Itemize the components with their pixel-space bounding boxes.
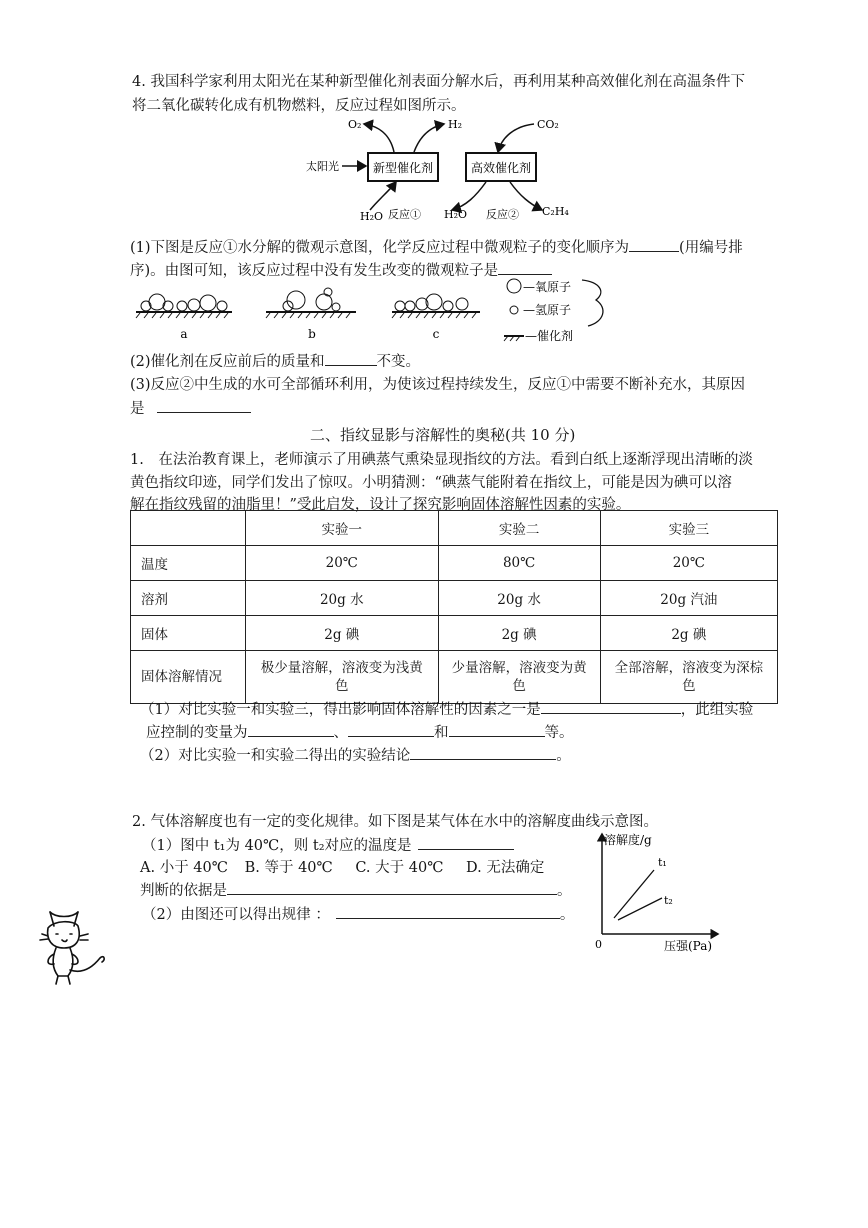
experiment-table xyxy=(130,510,778,704)
table-header-exp1: 实验一 xyxy=(246,511,439,546)
s2-q2-basis xyxy=(140,879,572,900)
table-cell: 2g 碘 xyxy=(600,616,777,651)
panel-c-label: c xyxy=(432,327,440,341)
answer-blank-rule[interactable] xyxy=(336,904,560,919)
table-row xyxy=(131,616,778,651)
gas-solubility-chart xyxy=(592,826,732,956)
table-cell: 2g 碘 xyxy=(246,616,439,651)
micro-particle-panels xyxy=(130,278,620,350)
legend-hydrogen: —氢原子 xyxy=(523,303,572,317)
table-header-empty xyxy=(131,511,246,546)
cat-new-label: 新型催化剂 xyxy=(372,161,434,175)
table-row xyxy=(131,546,778,581)
t1-label: t₁ xyxy=(658,856,667,869)
h2o-left-label: H₂O xyxy=(360,210,384,223)
arrow-h2o-right xyxy=(452,182,486,210)
hydrogen-atom-icon xyxy=(510,306,518,314)
s2-q2-basis-end: 。 xyxy=(557,883,572,899)
x-axis-label: 压强(Pa) xyxy=(664,939,713,953)
s2-sub1-text-f: 等。 xyxy=(544,725,574,741)
s2-q2-basis-text: 判断的依据是 xyxy=(140,883,227,899)
cat-doodle-image xyxy=(34,904,110,988)
arrow-co2 xyxy=(498,124,534,152)
s2-sub2-text-b: 。 xyxy=(556,748,571,764)
cat-eff-label: 高效催化剂 xyxy=(470,161,532,175)
table-header-exp3: 实验三 xyxy=(600,511,777,546)
panel-b-label: b xyxy=(308,327,316,341)
oxygen-atom-icon xyxy=(507,279,521,293)
answer-blank-order[interactable] xyxy=(629,237,679,252)
o2-label: O₂ xyxy=(348,118,362,131)
answer-blank-particle[interactable] xyxy=(498,260,552,275)
s2-sub1-text-a: （1）对比实验一和实验三，得出影响固体溶解性的因素之一是 xyxy=(140,702,541,718)
answer-blank-conclusion[interactable] xyxy=(410,745,556,760)
arrow-c2h4 xyxy=(510,182,542,210)
row-label-dissolution: 固体溶解情况 xyxy=(131,651,246,704)
table-header-row xyxy=(131,511,778,546)
arrow-h2o-left xyxy=(370,182,396,210)
c2h4-label: C₂H₄ xyxy=(542,205,569,218)
curve-t1 xyxy=(614,870,654,918)
s2-q1-line3: 解在指纹残留的油脂里！”受此启发，设计了探究影响固体溶解性因素的实验。 xyxy=(130,497,631,513)
legend xyxy=(504,279,603,343)
bracket-scribble xyxy=(582,280,603,326)
panel-c xyxy=(392,294,480,341)
answer-blank-reason[interactable] xyxy=(157,398,251,413)
panel-b xyxy=(266,288,356,341)
co2-label: CO₂ xyxy=(537,118,559,131)
s2-q2-intro: 2. 气体溶解度也有一定的变化规律。如下图是某气体在水中的溶解度曲线示意图。 xyxy=(132,814,658,830)
cell-text-line2: 色 xyxy=(682,678,696,694)
y-axis-label: 溶解度/g xyxy=(604,833,652,847)
answer-blank-property[interactable] xyxy=(325,351,377,366)
q4-intro-line1: 4. 我国科学家利用太阳光在某种新型催化剂表面分解水后，再利用某种高效催化剂在高温条件下 xyxy=(132,74,745,90)
q4-p2-text-a: (2)催化剂在反应前后的质量和 xyxy=(130,354,325,370)
table-row xyxy=(131,581,778,616)
q4-p2-text-b: 不变。 xyxy=(376,354,421,370)
s2-q1-line1: 1. 在法治教育课上，老师演示了用碘蒸气熏染显现指纹的方法。看到白纸上逐渐浮现出清晰的淡 xyxy=(130,452,753,468)
option-c[interactable]: C. 大于 40℃ xyxy=(355,860,444,876)
cell-text-line1: 全部溶解，溶液变为深棕 xyxy=(614,660,764,676)
table-cell: 80℃ xyxy=(438,546,600,581)
answer-blank-basis[interactable] xyxy=(227,880,557,895)
s2-q1-line2: 黄色指纹印迹，同学们发出了惊叹。小明猜测：“碘蒸气能附着在指纹上，可能是因为碘可以溶 xyxy=(130,475,732,491)
answer-blank-t2[interactable] xyxy=(418,835,514,850)
options-row xyxy=(140,856,544,877)
s2-sub1-text-c: 应控制的变量为 xyxy=(146,725,248,741)
table-cell: 20g 汽油 xyxy=(600,581,777,616)
h2-label: H₂ xyxy=(448,118,463,131)
answer-blank-var2[interactable] xyxy=(348,722,434,737)
panel-a-label: a xyxy=(180,327,188,341)
q4-p1-line1 xyxy=(130,236,743,257)
s2-q2-sub2-end: 。 xyxy=(559,907,575,923)
cell-text-line2: 色 xyxy=(512,678,526,694)
table-row xyxy=(131,651,778,704)
t2-label: t₂ xyxy=(664,894,673,907)
table-cell: 20℃ xyxy=(246,546,439,581)
s2-q2-sub2-text: （2）由图还可以得出规律 ： xyxy=(142,907,330,923)
s2-q2-sub1-text: （1）图中 t₁为 40℃，则 t₂对应的温度是 xyxy=(142,838,412,854)
table-cell xyxy=(600,651,777,704)
table-cell: 20℃ xyxy=(600,546,777,581)
s2-sub1-text-b: ，此组实验 xyxy=(680,702,754,718)
q4-p2 xyxy=(130,350,420,371)
reaction2-label: 反应② xyxy=(486,208,519,221)
row-label-solid: 固体 xyxy=(131,616,246,651)
answer-blank-var3[interactable] xyxy=(449,722,545,737)
q4-p3-line1: (3)反应②中生成的水可全部循环利用，为使该过程持续发生，反应①中需要不断补充水，其原因 xyxy=(130,377,746,393)
q4-p1-text-c: 序)。由图可知，该反应过程中没有发生改变的微观粒子是 xyxy=(130,263,499,279)
table-cell: 20g 水 xyxy=(246,581,439,616)
cell-text-line1: 少量溶解，溶液变为黄 xyxy=(451,660,587,676)
s2-sub1-line1 xyxy=(140,698,753,719)
q4-p3-line2 xyxy=(130,397,251,418)
s2-sub1-text-d: 、 xyxy=(333,725,348,741)
q4-p1-text-b: (用编号排 xyxy=(679,240,743,256)
catalyst-surface-icon xyxy=(504,336,524,341)
q4-p3-text: 是 xyxy=(130,401,145,417)
q4-intro-line2: 将二氧化碳转化成有机物燃料，反应过程如图所示。 xyxy=(132,98,466,114)
s2-sub1-text-e: 和 xyxy=(434,725,449,741)
curve-t2 xyxy=(618,898,662,920)
origin-label: 0 xyxy=(595,938,602,951)
s2-sub2 xyxy=(140,744,571,765)
legend-catalyst: —催化剂 xyxy=(525,329,574,343)
s2-sub2-text-a: （2）对比实验一和实验二得出的实验结论 xyxy=(140,748,411,764)
table-cell: 2g 碘 xyxy=(438,616,600,651)
table-cell xyxy=(438,651,600,704)
section2-title: 二、指纹显影与溶解性的奥秘(共 10 分) xyxy=(310,426,576,444)
arrow-h2 xyxy=(414,124,444,152)
answer-blank-var1[interactable] xyxy=(248,722,334,737)
legend-oxygen: —氧原子 xyxy=(523,280,572,294)
answer-blank-factor[interactable] xyxy=(541,699,681,714)
arrow-o2 xyxy=(364,124,394,152)
s2-sub1-line2 xyxy=(146,721,574,742)
q4-p1-text-a: (1)下图是反应①水分解的微观示意图，化学反应过程中微观粒子的变化顺序为 xyxy=(130,240,630,256)
table-header-exp2: 实验二 xyxy=(438,511,600,546)
option-a[interactable]: A. 小于 40℃ xyxy=(140,860,228,876)
row-label-temperature: 温度 xyxy=(131,546,246,581)
table-cell: 20g 水 xyxy=(438,581,600,616)
row-label-solvent: 溶剂 xyxy=(131,581,246,616)
s2-q2-sub1 xyxy=(142,834,514,855)
h2o-right-label: H₂O xyxy=(444,208,468,221)
reaction-cycle-diagram xyxy=(290,112,590,228)
option-b[interactable]: B. 等于 40℃ xyxy=(244,860,333,876)
panel-a xyxy=(136,294,232,341)
reaction1-label: 反应① xyxy=(388,208,421,221)
sunlight-label: 太阳光 xyxy=(306,160,339,173)
table-cell xyxy=(246,651,439,704)
q4-p1-line2 xyxy=(130,259,552,280)
s2-q2-sub2 xyxy=(142,903,574,924)
cell-text-line1: 极少量溶解，溶液变为浅黄 xyxy=(260,660,423,676)
option-d[interactable]: D. 无法确定 xyxy=(466,860,545,876)
cell-text-line2: 色 xyxy=(335,678,349,694)
